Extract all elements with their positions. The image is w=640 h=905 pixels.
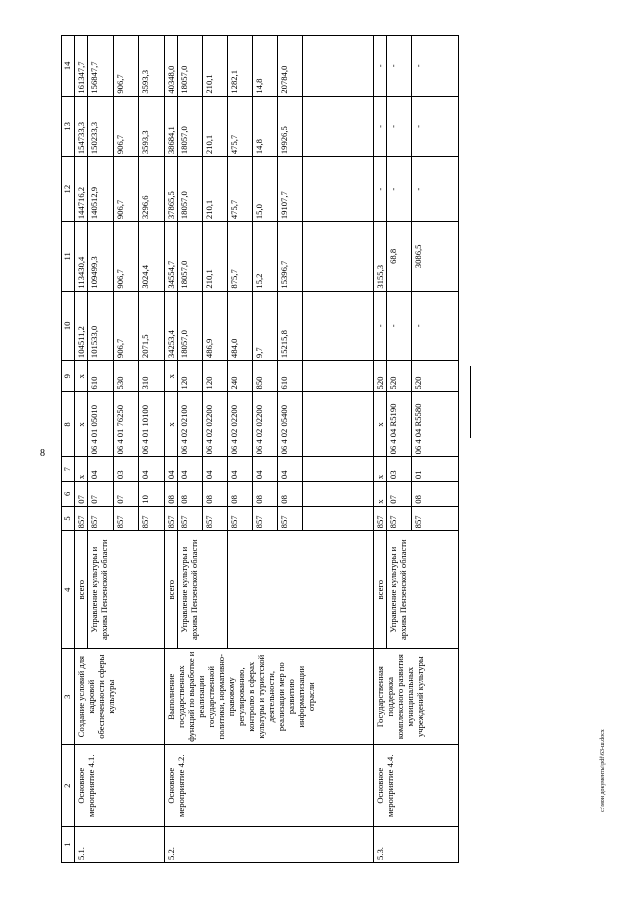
cell: 210,1 xyxy=(202,157,227,222)
cell: 07 xyxy=(75,482,88,507)
cell: 144716,2 xyxy=(75,157,88,222)
footer-file-path: c:\мои документы\pdf\63-ш.docx xyxy=(600,729,606,812)
cell: 18057,0 xyxy=(177,96,202,157)
cell: x xyxy=(75,361,88,392)
col-header: 4 xyxy=(62,531,75,649)
cell: 15,2 xyxy=(252,222,277,291)
cell: x xyxy=(373,392,386,457)
cell: 140512,9 xyxy=(88,157,101,222)
cell: 850 xyxy=(252,361,277,392)
executor: Управление культуры и архива Пензенской области xyxy=(386,531,458,649)
cell: 520 xyxy=(411,361,458,392)
cell: 161347,7 xyxy=(75,36,88,97)
col-header: 11 xyxy=(62,222,75,291)
cell: 34253,4 xyxy=(164,291,177,360)
col-header: 2 xyxy=(62,745,75,827)
cell: x xyxy=(75,457,88,482)
cell: 03 xyxy=(113,457,138,482)
cell: 210,1 xyxy=(202,222,227,291)
cell: 150233,3 xyxy=(88,96,101,157)
event-title: Основное мероприятие 4.4. xyxy=(373,745,458,827)
cell: - xyxy=(386,157,411,222)
col-header: 14 xyxy=(62,36,75,97)
cell: 04 xyxy=(177,457,202,482)
cell: 3155,3 xyxy=(373,222,386,291)
cell: 19926,5 xyxy=(277,96,302,157)
cell: 04 xyxy=(227,457,252,482)
rotated-table-wrapper xyxy=(61,35,607,863)
cell: - xyxy=(411,291,458,360)
col-header: 1 xyxy=(62,827,75,863)
cell: 15,0 xyxy=(252,157,277,222)
cell: 07 xyxy=(88,482,114,507)
cell: 210,1 xyxy=(202,36,227,97)
cell: 857 xyxy=(411,506,458,531)
cell: 18057,0 xyxy=(177,222,202,291)
cell: 113430,4 xyxy=(75,222,88,291)
cell: x xyxy=(373,457,386,482)
cell: 04 xyxy=(88,457,114,482)
col-header: 6 xyxy=(62,482,75,507)
cell: 04 xyxy=(277,457,302,482)
cell: 08 xyxy=(202,482,227,507)
cell: 08 xyxy=(164,482,177,507)
cell: 875,7 xyxy=(227,222,252,291)
cell: 906,7 xyxy=(113,96,138,157)
cell: - xyxy=(411,36,458,97)
cell: 06 4 04 R5190 xyxy=(386,392,411,457)
cell: 06 4 02 02100 xyxy=(177,392,202,457)
cell: - xyxy=(373,157,386,222)
cell: - xyxy=(373,36,386,97)
cell: x xyxy=(164,361,177,392)
cell: 18057,0 xyxy=(177,157,202,222)
cell: 01 xyxy=(411,457,458,482)
cell: 906,7 xyxy=(113,36,138,97)
cell: 3593,3 xyxy=(138,96,164,157)
cell: - xyxy=(373,96,386,157)
cell: 240 xyxy=(227,361,252,392)
cell: 07 xyxy=(113,482,138,507)
cell: 104511,2 xyxy=(75,291,88,360)
cell: 857 xyxy=(75,506,88,531)
cell: 520 xyxy=(386,361,411,392)
cell: 3296,6 xyxy=(138,157,164,222)
cell: 857 xyxy=(88,506,114,531)
cell: 18057,0 xyxy=(177,36,202,97)
row-number: 5.2. xyxy=(164,827,373,863)
cell: 20784,0 xyxy=(277,36,302,97)
table-row xyxy=(164,36,177,863)
cell: 475,7 xyxy=(227,157,252,222)
cell: 07 xyxy=(386,482,411,507)
header-row xyxy=(62,36,75,863)
cell: 06 4 01 76250 xyxy=(113,392,138,457)
event-description: Государственная поддержка комплексного развития муниципальных учреждений культуры xyxy=(373,649,458,745)
cell: 101533,0 xyxy=(88,291,101,360)
col-header: 7 xyxy=(62,457,75,482)
executor: Управление культуры и архива Пензенской области xyxy=(177,531,227,649)
cell: 04 xyxy=(138,457,164,482)
event-description: Создание условий для кадровой обеспеченности сферы культуры xyxy=(75,649,165,745)
cell: 04 xyxy=(164,457,177,482)
cell: 1282,1 xyxy=(227,36,252,97)
cell: 310 xyxy=(138,361,164,392)
cell: 610 xyxy=(277,361,302,392)
cell: 857 xyxy=(277,506,302,531)
cell: 06 4 01 05010 xyxy=(88,392,114,457)
event-title: Основное мероприятие 4.1. xyxy=(75,745,165,827)
cell: 156847,7 xyxy=(88,36,101,97)
cell: 857 xyxy=(113,506,138,531)
cell: 10 xyxy=(138,482,164,507)
cell: 18057,0 xyxy=(177,291,202,360)
cell: - xyxy=(386,291,411,360)
table-row xyxy=(373,36,386,863)
col-header: 9 xyxy=(62,361,75,392)
cell: 520 xyxy=(373,361,386,392)
col-header: 5 xyxy=(62,506,75,531)
row-number: 5.1. xyxy=(75,827,165,863)
cell: 154733,3 xyxy=(75,96,88,157)
cell: 857 xyxy=(227,506,252,531)
cell: 857 xyxy=(164,506,177,531)
table-row xyxy=(75,36,88,863)
cell: 3593,3 xyxy=(138,36,164,97)
cell: 06 4 02 02200 xyxy=(252,392,277,457)
col-header: 10 xyxy=(62,291,75,360)
cell: 906,7 xyxy=(113,291,138,360)
col-header: 3 xyxy=(62,649,75,745)
total-label: всего xyxy=(373,531,386,649)
cell: 109499,3 xyxy=(88,222,101,291)
cell: - xyxy=(411,157,458,222)
page-number: 8 xyxy=(40,448,45,459)
col-header: 12 xyxy=(62,157,75,222)
cell: 06 4 02 02200 xyxy=(227,392,252,457)
cell: 08 xyxy=(277,482,302,507)
cell: 04 xyxy=(202,457,227,482)
cell: x xyxy=(164,392,177,457)
cell: - xyxy=(411,96,458,157)
cell: 19107,7 xyxy=(277,157,302,222)
cell: 08 xyxy=(411,482,458,507)
cell: 14,8 xyxy=(252,96,277,157)
cell: 475,7 xyxy=(227,96,252,157)
cell: 37865,5 xyxy=(164,157,177,222)
cell: 34554,7 xyxy=(164,222,177,291)
cell: 857 xyxy=(202,506,227,531)
cell: 120 xyxy=(177,361,202,392)
cell: x xyxy=(75,392,88,457)
cell: 06 4 01 10100 xyxy=(138,392,164,457)
cell: 3086,5 xyxy=(411,222,458,291)
cell: 38684,1 xyxy=(164,96,177,157)
cell: 03 xyxy=(386,457,411,482)
cell: 610 xyxy=(88,361,114,392)
cell: 857 xyxy=(386,506,411,531)
cell: 9,7 xyxy=(252,291,277,360)
cell: 3024,4 xyxy=(138,222,164,291)
cell: - xyxy=(386,36,411,97)
cell: 530 xyxy=(113,361,138,392)
cell: 2071,5 xyxy=(138,291,164,360)
cell: 15215,8 xyxy=(277,291,302,360)
total-label: всего xyxy=(164,531,177,649)
cell: 14,8 xyxy=(252,36,277,97)
cell: 857 xyxy=(138,506,164,531)
executor: Управление культуры и архива Пензенской области xyxy=(88,531,165,649)
cell: 08 xyxy=(177,482,202,507)
cell: 210,1 xyxy=(202,96,227,157)
cell: 68,8 xyxy=(386,222,411,291)
cell: 906,7 xyxy=(113,157,138,222)
cell: - xyxy=(373,291,386,360)
cell: - xyxy=(386,96,411,157)
cell: 08 xyxy=(252,482,277,507)
event-title: Основное мероприятие 4.2. xyxy=(164,745,373,827)
col-header: 13 xyxy=(62,96,75,157)
row-number: 5.3. xyxy=(373,827,458,863)
cell: 486,9 xyxy=(202,291,227,360)
cell: 04 xyxy=(252,457,277,482)
cell: 906,7 xyxy=(113,222,138,291)
col-header: 8 xyxy=(62,392,75,457)
budget-table xyxy=(61,35,459,863)
cell: 484,0 xyxy=(227,291,252,360)
cell: 15396,7 xyxy=(277,222,302,291)
cell: 857 xyxy=(252,506,277,531)
cell: 857 xyxy=(373,506,386,531)
total-label: всего xyxy=(75,531,88,649)
event-description: Выполнение государственных функций по выработке и реализации государственной политики, нормативно-правовому регулированию, контролю в сферах культуры и туристской деятельности, реализации мер по развитию информатизации отрасли xyxy=(164,649,373,745)
cell: x xyxy=(373,482,386,507)
cell: 857 xyxy=(177,506,202,531)
cell: 06 4 04 R5580 xyxy=(411,392,458,457)
cell: 06 4 02 02200 xyxy=(202,392,227,457)
cell: 06 4 02 05400 xyxy=(277,392,302,457)
cell: 120 xyxy=(202,361,227,392)
cell: 40348,0 xyxy=(164,36,177,97)
cell: 08 xyxy=(227,482,252,507)
